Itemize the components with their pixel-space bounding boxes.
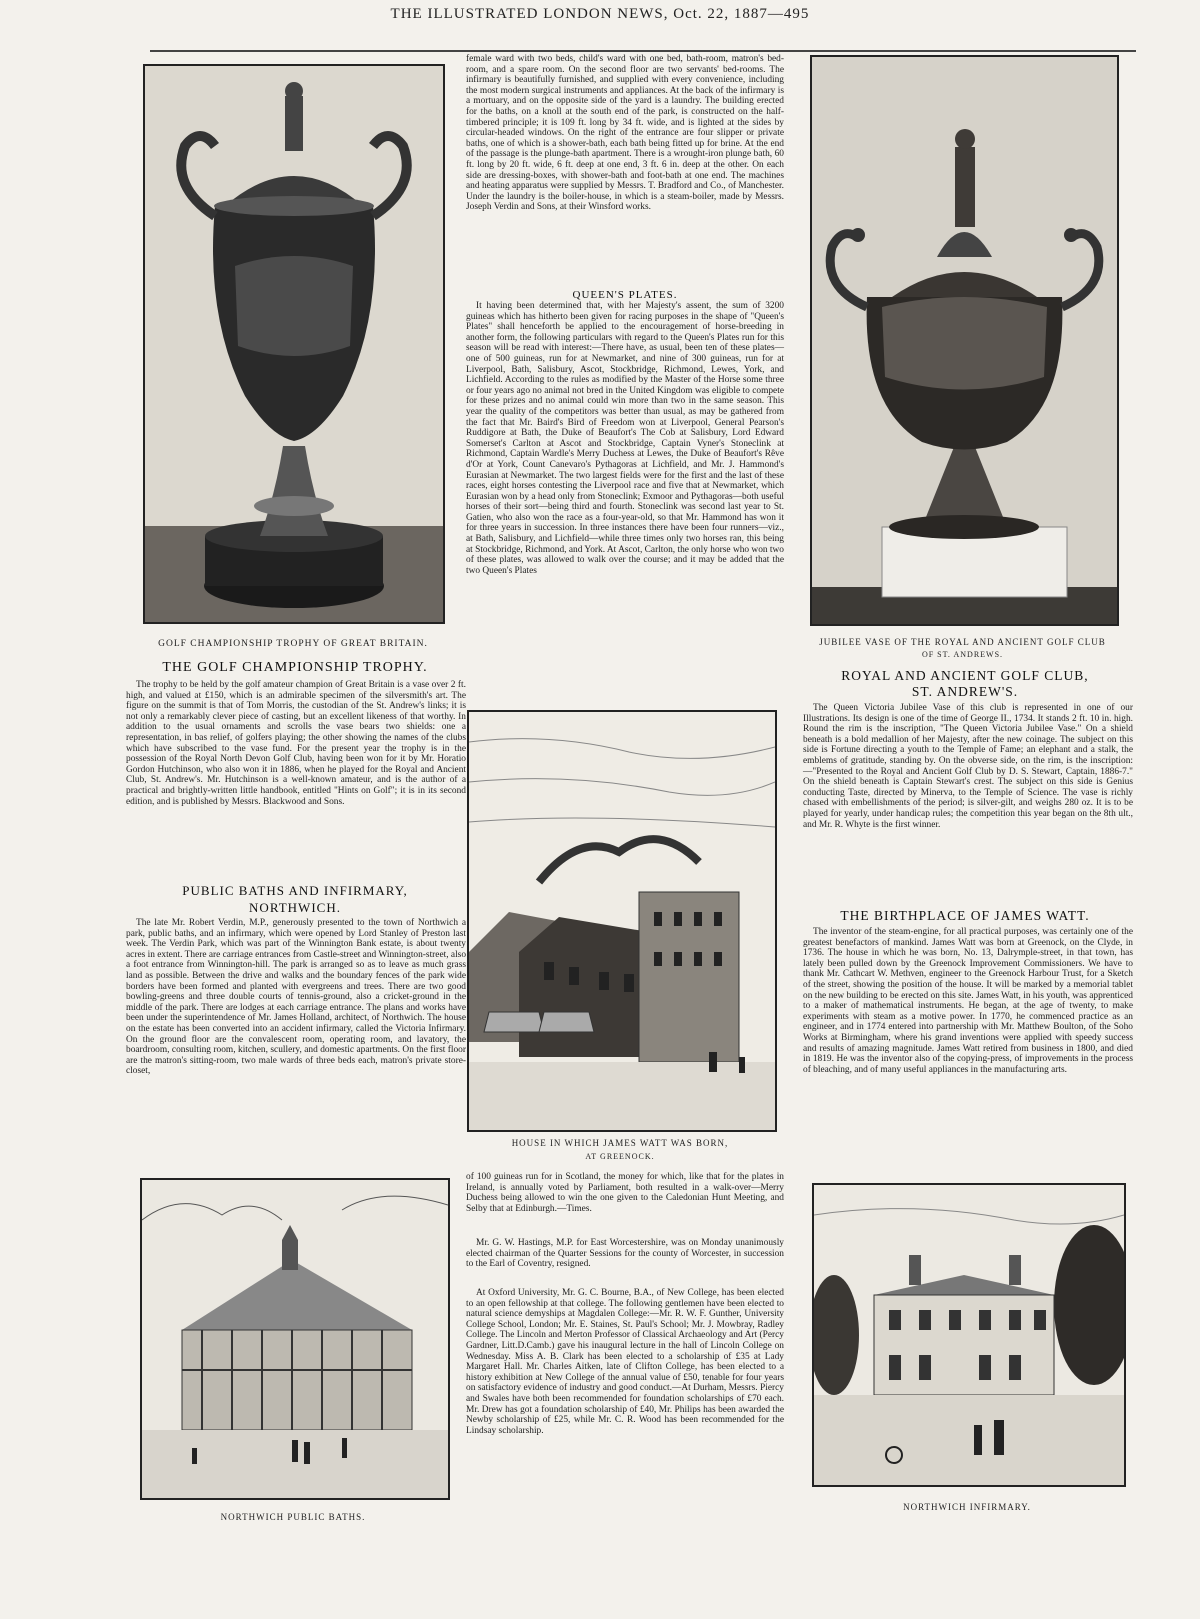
queens-plates-heading: QUEEN'S PLATES.: [572, 289, 678, 301]
baths-caption: NORTHWICH PUBLIC BATHS.: [220, 1512, 366, 1522]
james-watt-house-illustration: [467, 710, 777, 1132]
vase-caption-sub: OF ST. ANDREWS.: [921, 650, 1004, 659]
queens-plates-text: It having been determined that, with her Majesty's assent, the sum of 3200 guineas which has hitherto been given for racing purposes in the shape of "Queen's Plates" shall henceforth be applied to the encouragement of horse-breeding in another form, the following particulars with regard to the Queen's Plates run for this season will be read with interest:—There have, as usual, been ten of these plates—one of 500 guineas, run for at Newmarket, and nine of 300 guineas, run for at Liverpool, Bath, Salisbury, Ascot, Stockbridge, Richmond, Lewes, York, and Lichfield. According to the rules as modified by the Master of the Horse some three or four years ago no animal not bred in the United Kingdom was eligible to compete for these prizes and no animal could win more than two in the same season. This year the quality of the competitors was better than usual, as may be gathered from the fact that Mr. Baird's Bird of Freedom won at Liverpool, General Pearson's Ruddigore at Bath, the Duke of Beaufort's The Cob at Salisbury, Lord Edward Somerset's Carlton at Ascot and Stockbridge, Captain Vyner's Stoneclink at Richmond, Captain Wardle's Merry Duchess at Lewes, the Duke of Beaufort's Rêve d'Or at York, Count Canevaro's Pythagoras at Lichfield, and Mr. J. Hammond's Eurasian at Newmarket. The two largest fields were for the first and the last of these races, eight horses contesting the Liverpool race and five that at Newmarket, which Eurasian won by a head only from Stoneclink; Exmoor and Pythagoras—both useful horses of their sort—being third and fourth. Stoneclink was second last year to St. Gatien, who also won the race as a four-year-old, so that Mr. Hammond has won it for three years in succession. In three instances there have been four runners—viz., at Bath, Salisbury, and Lichfield—while three times only two horses ran, this being at Stockbridge, Richmond, and York. At Ascot, Carlton, the only horse who won two of these plates, was allowed to walk over the course; and it may be added that the two Queen's Plates: [466, 301, 784, 576]
header-rule: [150, 50, 1136, 52]
infirmary-illustration: [812, 1183, 1126, 1487]
oxford-text: At Oxford University, Mr. G. C. Bourne, B.A., of New College, has been elected to an open fellowship at that college. The following gentlemen have been elected to natural science demyships at Magdalen College:—Mr. R. W. F. Gunther, University College School, London; Mr. E. Staines, St. Paul's School; Mr. J. Mowbray, Radley College. The Lincoln and Merton Professor of Classical Archaeology and Art (Percy Gardner, Litt.D.Camb.) gave his inaugural lecture in the hall of Lincoln College on Wednesday. Miss A. B. Clark has been elected to a scholarship of £35 at Lady Margaret Hall. Mr. Charles Aitken, late of Clifton College, has been elected to a history exhibition at New College of the annual value of £50, tenable for four years on satisfactory evidence of industry and good conduct.—At Durham, Messrs. Piercy and Swales have both been recommended for foundation scholarships of £70 each. Mr. Drew has got a foundation scholarship of £40, Mr. Philips has been awarded the Newby scholarship of £25, while Mr. C. R. Wood has been recommended for the Lindsay scholarship.: [466, 1288, 784, 1436]
golf-heading: THE GOLF CHAMPIONSHIP TROPHY.: [162, 660, 428, 675]
royal-heading: ROYAL AND ANCIENT GOLF CLUB,: [841, 668, 1089, 683]
vase-caption: JUBILEE VASE OF THE ROYAL AND ANCIENT GOLF CLUB: [819, 637, 1106, 647]
house-caption-sub: AT GREENOCK.: [585, 1152, 655, 1161]
jubilee-vase-illustration: [810, 55, 1119, 626]
page-header: THE ILLUSTRATED LONDON NEWS, Oct. 22, 1887—495: [390, 6, 810, 22]
public-baths-illustration: [140, 1178, 450, 1500]
baths-heading: PUBLIC BATHS AND INFIRMARY,: [182, 883, 408, 898]
royal-text: The Queen Victoria Jubilee Vase of this club is represented in one of our Illustrations. Its design is one of the time of George II., 1734. It stands 2 ft. 10 in. high. Round the rim is the inscription, "The Queen Victoria Jubilee Vase." On a shield beneath is a bold medallion of her Majesty, after the new coinage. The subject on this side is Fortune directing a youth to the Temple of Fame; an elephant and a stalk, the emblems of gratitude, standing by. On the obverse side, on the rim, is the inscription:—"Presented to the Royal and Ancient Golf Club by D. S. Stewart, Captain, 1886-7." On the shield beneath is Captain Stewart's crest. The subject on this side is Genius conducting Taste, directed by Minerva, to the Temple of Science. The vase is richly chased with embellishments of the period; is silver-gilt, and weighs 280 oz. It is to be played for yearly, under handicap rules; the competition this year began on the 8th ult., and Mr. R. Whyte is the first winner.: [803, 703, 1133, 830]
house-caption: HOUSE IN WHICH JAMES WATT WAS BORN,: [511, 1138, 729, 1148]
golf-text: The trophy to be held by the golf amateur champion of Great Britain is a vase over 2 ft. high, and valued at £150, which is an admirable specimen of the silversmith's art. The figure on the summit is that of Tom Morris, the custodian of the St. Andrew's links; it is not only a remarkably clever piece of casting, but an excellent likeness of that worthy. In addition to the usual ornaments and scrolls the vase bears two shields: one a representation, in bas relief, of golfers playing; the other showing the names of the clubs which have subscribed to the vase fund. For the present year the trophy is in the possession of the Royal North Devon Golf Club, having been won for it by Mr. Horatio Gordon Hutchinson, who also won it in 1886, when he played for the Royal and Ancient Club, St. Andrew's. Mr. Hutchinson is a well-known amateur, and is the author of a practical and brightly-written little handbook, entitled "Hints on Golf"; it is in its second edition, and is published by Messrs. Blackwood and Sons.: [126, 680, 466, 807]
golf-trophy-illustration: [143, 64, 445, 624]
watt-heading: THE BIRTHPLACE OF JAMES WATT.: [840, 908, 1090, 923]
infirmary-caption: NORTHWICH INFIRMARY.: [903, 1502, 1031, 1512]
baths-subheading: NORTHWICH.: [249, 900, 341, 915]
trophy-caption: GOLF CHAMPIONSHIP TROPHY OF GREAT BRITAIN.: [158, 639, 428, 649]
plates-continued-text: of 100 guineas run for in Scotland, the money for which, like that for the plates in Ireland, is annually voted by Parliament, both resulted in a walk-over—Merry Duchess being allowed to win the one given to the Caledonian Hunt Meeting, and Selby that at Edinburgh.—Times.: [466, 1172, 784, 1214]
infirmary-continued-text: female ward with two beds, child's ward with one bed, bath-room, matron's bed-room, and a spare room. On the second floor are two servants' bed-rooms. The infirmary is beautifully furnished, and supplied with every convenience, including the most modern surgical instruments and appliances. At the back of the infirmary is a mortuary, and on the opposite side of the yard is a laundry. The building erected for the baths, on a knoll at the south end of the park, is constructed on the half-timbered principle; it is 109 ft. long by 34 ft. wide, and is lighted at the sides by circular-headed windows. On the right of the entrance are four slipper or private baths, one of which is a shower-bath, each bath being fitted up for brine. At the end of the passage is the plunge-bath apartment. There is a wrought-iron plunge bath, 60 ft. long by 20 ft. wide, 6 ft. deep at one end, 3 ft. 6 in. deep at the other. On each side are dressing-boxes, with shower-bath and foot-bath at one end. The machines and heating apparatus were supplied by Messrs. T. Bradford and Co., of Manchester. Under the laundry is the boiler-house, in which is a steam-boiler, made by Messrs. Joseph Verdin and Sons, at their Winsford works.: [466, 54, 784, 213]
watt-text: The inventor of the steam-engine, for all practical purposes, was certainly one of the greatest benefactors of mankind. James Watt was born at Greenock, on the Clyde, in 1736. The house in which he was born, No. 13, Dalrymple-street, in that town, has lately been pulled down by the Greenock Improvement Commissioners. We have to thank Mr. Cathcart W. Methven, engineer to the Greenock Harbour Trust, for a Sketch of the street, showing the position of the house. It will be marked by a memorial tablet on the new building to be erected on this site. James Watt, in his youth, was apprenticed to a maker of mathematical instruments. He began, at the age of twenty, to make experiments with steam as a motive power. In 1770, he commenced practice as an engineer, and in 1774 entered into partnership with Mr. Matthew Boulton, of the Soho Works at Birmingham, where his grand inventions were applied with speedy success and results of amazing magnitude. James Watt retired from business in 1800, and died in 1819. He was the inventor also of the copying-press, of improvements in the process of bleaching, and of many useful appliances in the manufacturing arts.: [803, 927, 1133, 1075]
royal-heading-2: ST. ANDREW'S.: [911, 684, 1019, 699]
hastings-text: Mr. G. W. Hastings, M.P. for East Worcestershire, was on Monday unanimously elected chairman of the Quarter Sessions for the county of Worcester, in succession to the Earl of Coventry, resigned.: [466, 1238, 784, 1270]
baths-text: The late Mr. Robert Verdin, M.P., generously presented to the town of Northwich a park, public baths, and an infirmary, which were opened by Lord Stanley of Preston last week. The Verdin Park, which was part of the Winnington Bank estate, is about twenty acres in extent. There are carriage entrances from Castle-street and Winnington-street, also a foot entrance from Winnington-hill. The park is arranged so as to leave as much grass land as possible. Between the drive and walks and the boundary fences of the park wide borders have been formed and planted with evergreens and trees. There are two good bowling-greens and three double courts of tennis-ground, also a cricket-ground in the middle of the park. There are lodges at each carriage entrance. The plans and works have been under the superintendence of Mr. James Holland, architect, of Northwich. The house on the estate has been converted into an accident infirmary, called the Victoria Infirmary. On the ground floor are the convalescent room, operating room, and lavatory, the boardroom, consulting room, kitchen, scullery, and domestic apartments. On the first floor are the matron's sitting-room, two male wards of three beds each, matron's private store-closet,: [126, 918, 467, 1077]
